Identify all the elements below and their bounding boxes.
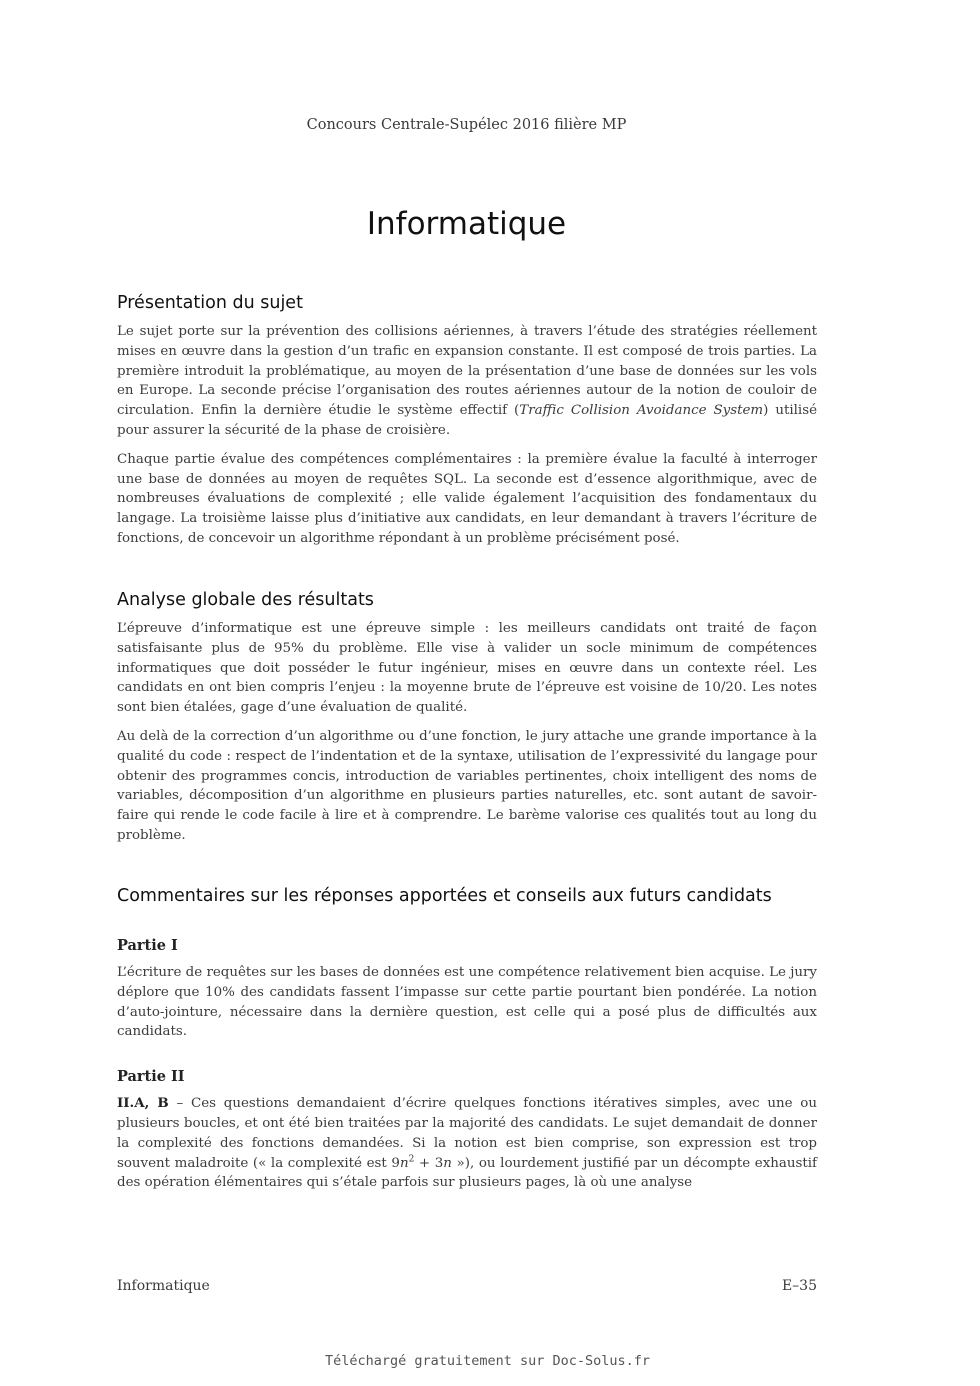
section-heading: Analyse globale des résultats — [117, 590, 374, 610]
subsection-heading-partie-ii: Partie II — [117, 1068, 185, 1086]
paragraph: Au delà de la correction d’un algorithme ou d’une fonction, le jury attache une grande importance à la qualité du code : respect de l’indentation et de la syntaxe, utilisation de l’expressivité du langage pour obtenir des programmes concis, introduction de variables pertinentes, choix intelligent des noms de variables, décomposition d’un algorithme en plusieurs parties naturelles, etc. sont autant de savoir-faire qui rende le code facile à lire et à comprendre. Le barème valorise ces qualités tout au long du problème. — [117, 728, 817, 843]
running-header: Concours Centrale-Supélec 2016 filière MP — [306, 117, 627, 133]
download-note: Téléchargé gratuitement sur Doc-Solus.fr — [324, 1353, 651, 1369]
paragraph: L’épreuve d’informatique est une épreuve simple : les meilleurs candidats ont traité de façon satisfaisante plus de 95% du problème. Elle vise à valider un socle minimum de compétences informatiques que doit posséder le futur ingénieur, mises en œuvre dans un contexte réel. Les candidats en ont bien compris l’enjeu : la moyenne brute de l’épreuve est voisine de 10/20. Les notes sont bien étalées, gage d’une évaluation de qualité. — [117, 621, 817, 716]
paragraph: Chaque partie évalue des compétences complémentaires : la première évalue la faculté à interroger une base de données au moyen de requêtes SQL. La seconde est d’essence algorithmique, avec de nombreuses évaluations de complexité ; elle valide également l’acquisition des fondamentaux du langage. La troisième laisse plus d’initiative aux candidats, en leur demandant à travers l’écriture de fonctions, de concevoir un algorithme répondant à un problème précisément posé. — [117, 451, 817, 546]
italic-term: Traffic Collision Avoidance System — [519, 403, 764, 419]
section-heading: Présentation du sujet — [117, 293, 303, 313]
section-presentation — [117, 293, 817, 549]
paragraph: L’écriture de requêtes sur les bases de données est une compétence relativement bien acquise. Le jury déplore que 10% des candidats fassent l’impasse sur cette partie pourtant bien pondérée. La notion d’auto-jointure, nécessaire dans la dernière question, est celle qui a posé plus de difficultés aux candidats. — [117, 965, 817, 1040]
section-comments — [117, 886, 817, 1193]
paragraph: Le sujet porte sur la prévention des collisions aériennes, à travers l’étude des stratégies réellement mises en œuvre dans la gestion d’un trafic en expansion constante. Il est composé de trois parties. La première introduit la problématique, au moyen de la présentation d’une base de données sur les vols en Europe. La seconde précise l’organisation des routes aériennes autour de la notion de couloir de circulation. Enfin la dernière étudie le système effectif (Traffic Collision Avoidance System) utilisé pour assurer la sécurité de la phase de croisière. — [117, 324, 817, 438]
footer-subject: Informatique — [117, 1278, 210, 1294]
subsection-heading-partie-i: Partie I — [117, 937, 178, 954]
paragraph: II.A, B – Ces questions demandaient d’écrire quelques fonctions itératives simples, avec une ou plusieurs boucles, et ont été bien traitées par la majorité des candidats. Le sujet demandait de donner la complexité des fonctions demandées. Si la notion est bien comprise, son expression est trop souvent maladroite (« la complexité est $9n^2 + 3n$ »), ou lourdement justifié par un décompte exhaustif des opération élémentaires qui s’étale parfois sur plusieurs pages, là où une analyse — [117, 1095, 817, 1191]
page-number: E–35 — [781, 1278, 817, 1294]
section-heading: Commentaires sur les réponses apportées et conseils aux futurs candidats — [117, 886, 772, 906]
section-analysis — [117, 590, 817, 846]
page-title: Informatique — [366, 206, 567, 242]
question-ref: II.A, B — [117, 1095, 169, 1112]
